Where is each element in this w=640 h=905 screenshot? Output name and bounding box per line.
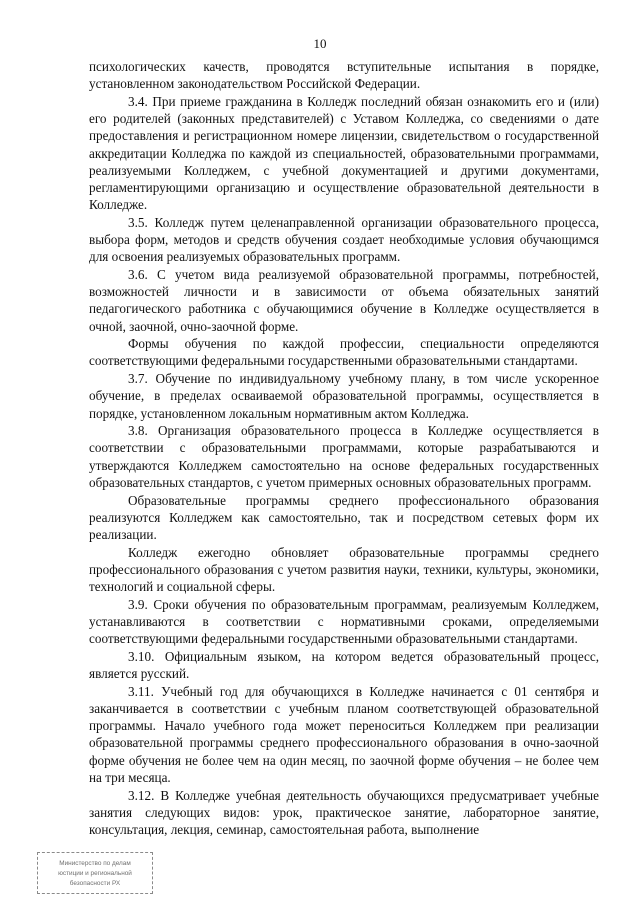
document-body xyxy=(89,58,599,838)
paragraph-3-6-forms: Формы обучения по каждой профессии, специальности определяются соответствующими федеральными государственными образовательными стандартами. xyxy=(89,336,599,369)
paragraph-3-5: 3.5. Колледж путем целенаправленной организации образовательного процесса, выбора форм, методов и средств обучения создает необходимые условия обучающимся для освоения реализуемых образовательных программ. xyxy=(89,214,599,265)
paragraph-3-7: 3.7. Обучение по индивидуальному учебному плану, в том числе ускоренное обучение, в пределах осваиваемой образовательной программы, осуществляется в порядке, установленном локальным нормативным актом Колледжа. xyxy=(89,371,599,421)
paragraph-3-11: 3.11. Учебный год для обучающихся в Колледже начинается с 01 сентября и заканчивается в соответствии с учебным планом соответствующей образовательной программы. Начало учебного года может переноситься Колледжем при реализации образовательной программы среднего профессионального образования в очно-заочной форме обучения не более чем на один месяц, по заочной форме обучения – не более чем на три месяца. xyxy=(89,683,599,785)
paragraph-3-6: 3.6. С учетом вида реализуемой образовательной программы, потребностей, возможностей личности и в зависимости от объема обязательных занятий педагогического работника с обучающимися обучение в Колледже осуществляется в очной, заочной, очно-заочной форме. xyxy=(89,266,599,334)
registration-stamp xyxy=(37,852,153,894)
paragraph-3-4: 3.4. При приеме гражданина в Колледж последний обязан ознакомить его и (или) его родителей (законных представителей) с Уставом Колледжа, со сведениями о дате предоставления и регистрационном номере лицензии, свидетельством о государственной аккредитации Колледжа по каждой из специальностей, образовательными программами, реализуемыми Колледжем, с учебной документацией и другими документами, регламентирующими организацию и осуществление образовательной деятельности в Колледже. xyxy=(89,93,599,213)
stamp-line: безопасности РХ xyxy=(69,880,121,887)
stamp-line: юстиции и региональной xyxy=(58,870,132,877)
page-number: 10 xyxy=(313,36,327,51)
paragraph-3-10: 3.10. Официальным языком, на котором ведется образовательный процесс, является русский. xyxy=(89,648,599,682)
paragraph-3-8-programs: Образовательные программы среднего профессионального образования реализуются Колледжем как самостоятельно, так и посредством сетевых форм их реализации. xyxy=(89,492,599,542)
paragraph-continuation: психологических качеств, проводятся вступительные испытания в порядке, установленном законодательством Российской Федерации. xyxy=(89,59,599,92)
paragraph-3-9: 3.9. Сроки обучения по образовательным программам, реализуемым Колледжем, устанавливаются в соответствии с нормативными сроками, определяемыми соответствующими федеральными государственными образовательными стандартами. xyxy=(89,596,599,647)
paragraph-3-8: 3.8. Организация образовательного процесса в Колледже осуществляется в соответствии с образовательными программами, которые разрабатываются и утверждаются Колледжем самостоятельно на основе федеральных государственных образовательных стандартов, с учетом примерных основных образовательных программ. xyxy=(89,423,599,490)
paragraph-3-12: 3.12. В Колледже учебная деятельность обучающихся предусматривает учебные занятия следующих видов: урок, практическое занятие, лабораторное занятие, консультация, лекция, семинар, самостоятельная работа, выполнение xyxy=(89,787,599,837)
paragraph-3-8-update: Колледж ежегодно обновляет образовательные программы среднего профессионального образования с учетом развития науки, техники, культуры, экономики, технологий и социальной сферы. xyxy=(89,544,599,595)
stamp-line: Министерство по делам xyxy=(59,860,131,867)
